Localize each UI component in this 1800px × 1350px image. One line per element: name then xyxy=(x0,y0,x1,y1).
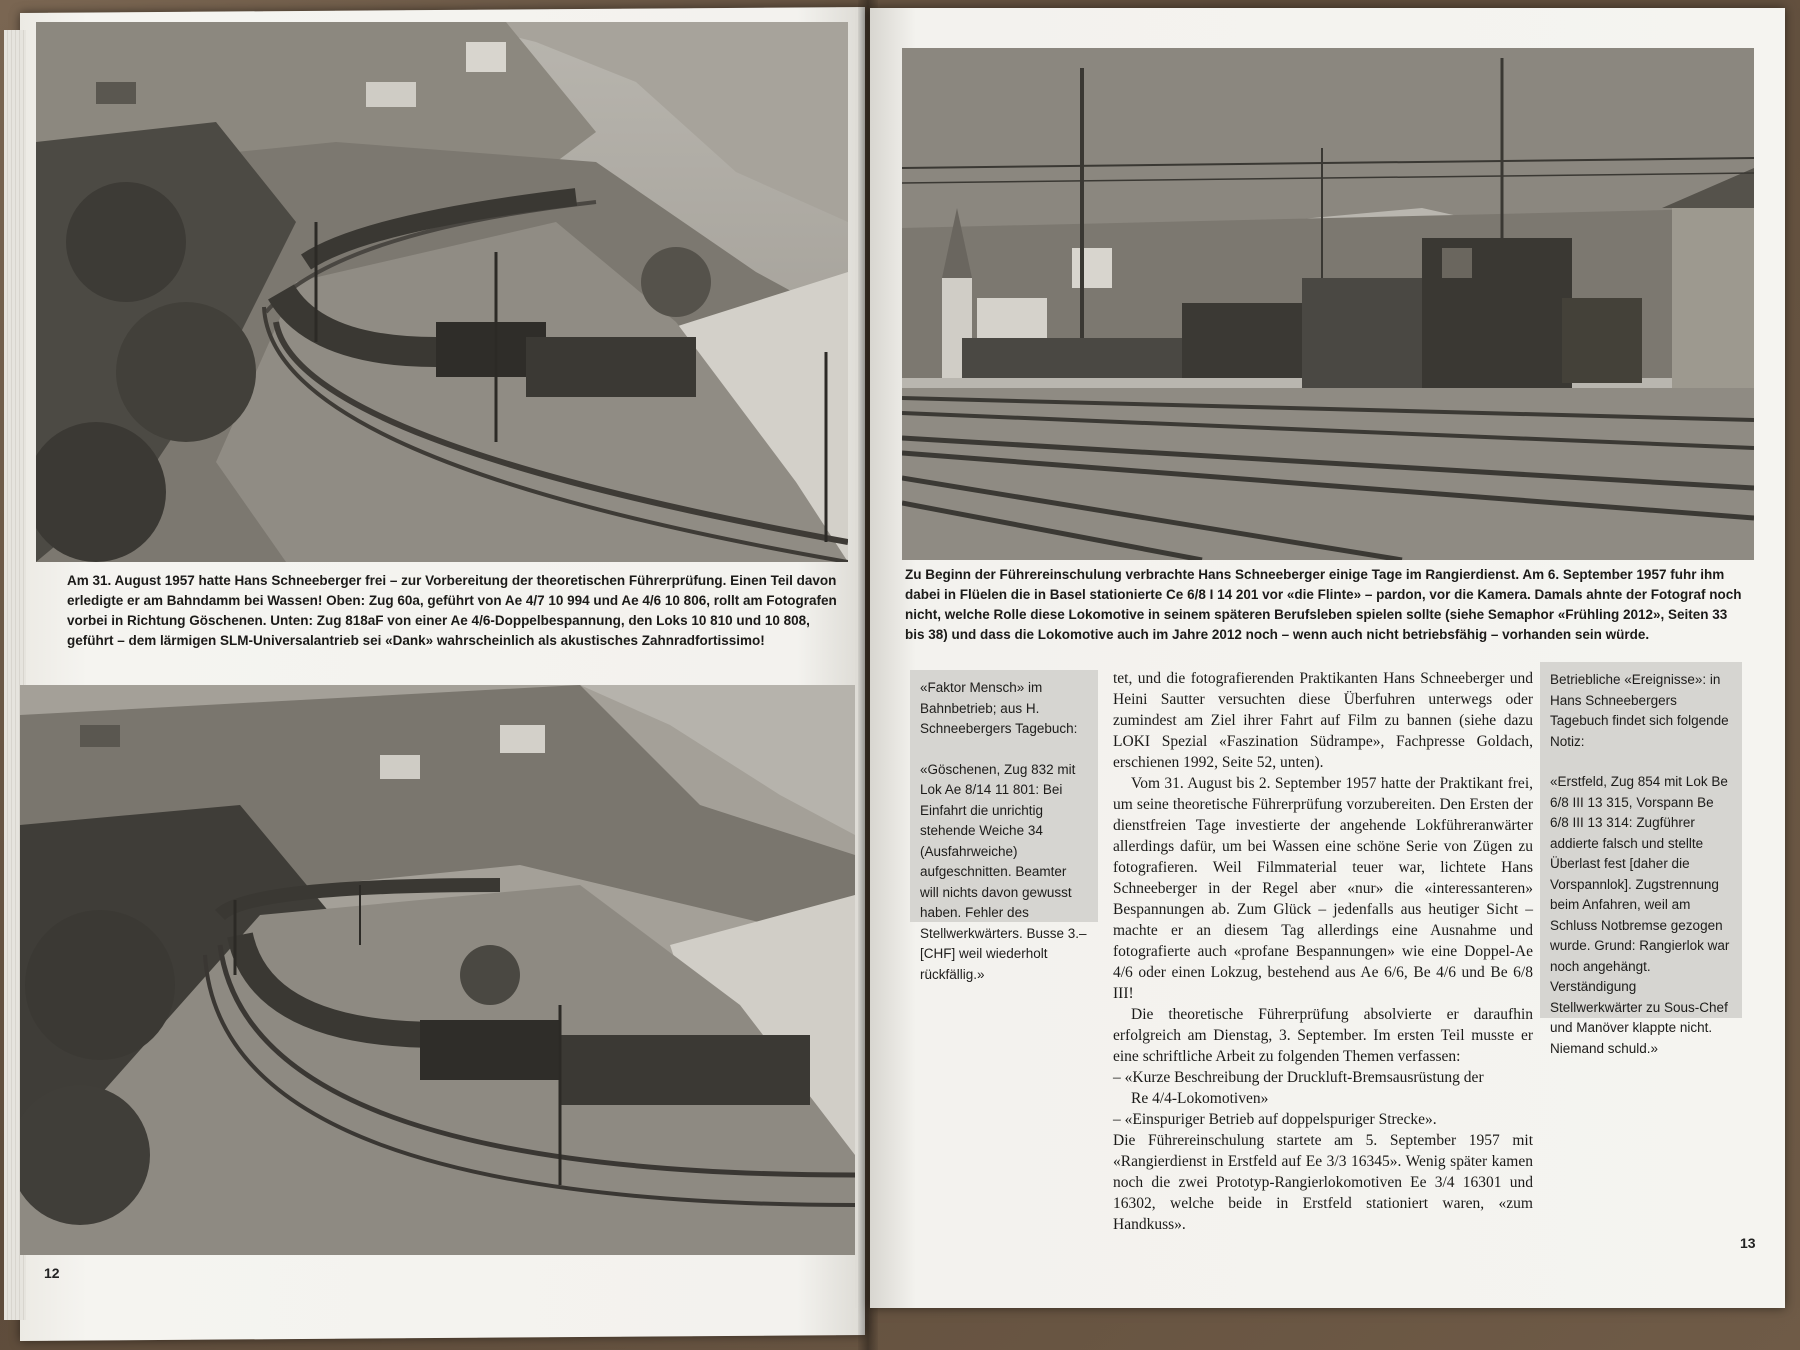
body-paragraph-3: Die theoretische Führerprüfung absolvierte er daraufhin erfolgreich am Dienstag, 3. September. Im ersten Teil musste er eine schriftliche Arbeit zu folgenden Themen verfassen: xyxy=(1113,1006,1533,1065)
page-number-left: 12 xyxy=(44,1265,60,1281)
page-number-right: 13 xyxy=(1740,1235,1756,1251)
body-list-item-1-cont: Re 4/4-Lokomotiven» xyxy=(1131,1090,1269,1107)
sidebar-left-quote: «Göschenen, Zug 832 mit Lok Ae 8/14 11 801: Bei Einfahrt die unrichtig stehende Weiche 34 (Ausfahrweiche) aufgeschnitten. Beamter will nichts davon gewusst haben. Fehler des Stellwerkwärters. Busse 3.– [CHF] weil wiederholt rückfällig.» xyxy=(920,761,1087,982)
sidebar-left-heading: «Faktor Mensch» im Bahnbetrieb; aus H. Schneebergers Tagebuch: xyxy=(920,680,1078,736)
photo-ce68-flueelen xyxy=(902,48,1754,560)
article-body xyxy=(1113,668,1533,1235)
left-caption: Am 31. August 1957 hatte Hans Schneeberger frei – zur Vorbereitung der theoretischen Führerprüfung. Einen Teil davon erledigte er am Bahndamm bei Wassen! Oben: Zug 60a, geführt von Ae 4/7 10 994 und Ae 4/6 10 806, rollt am Fotografen vorbei in Richtung Göschenen. Unten: Zug 818aF von einer Ae 4/6-Doppelbespannung, den Loks 10 810 und 10 808, geführt – dem lärmigen SLM-Universalantrieb sei «Dank» wahrscheinlich als akustisches Zahnradfortissimo! xyxy=(67,573,837,648)
body-list-item-2: – «Einspuriger Betrieb auf doppelspuriger Strecke». xyxy=(1113,1111,1437,1128)
sidebar-betriebliche-ereignisse xyxy=(1540,662,1742,1056)
photo-train-curve-wassen-bottom xyxy=(20,685,855,1255)
body-paragraph-1: tet, und die fotografierenden Praktikanten Hans Schneeberger und Heini Sautter versuchten diese Überfuhren unterwegs oder zumindest am Ziel ihrer Fahrt auf Film zu bannen (siehe dazu LOKI Spezial «Faszination Südrampe», Fachpresse Goldach, erschienen 1992, Seite 52, unten). xyxy=(1113,670,1533,771)
sidebar-faktor-mensch xyxy=(910,670,1098,982)
right-caption: Zu Beginn der Führereinschulung verbrachte Hans Schneeberger einige Tage im Rangierdienst. Am 6. September 1957 fuhr ihm dabei in Flüelen die in Basel stationierte Ce 6/8 I 14 201 vor «die Flinte» – pardon, vor die Kamera. Damals ahnte der Fotograf noch nicht, welche Rolle diese Lokomotive in seinem späteren Berufsleben spielen sollte (siehe Semaphor «Frühling 2012», Seiten 33 bis 38) und dass die Lokomotive auch im Jahre 2012 noch – wenn auch nicht betriebsfähig – vorhanden sein würde. xyxy=(905,567,1742,642)
body-paragraph-2: Vom 31. August bis 2. September 1957 hatte der Praktikant frei, um seine theoretische Führerprüfung vorzubereiten. Den Ersten der dienstfreien Tage investierte der angehende Lokführeranwärter allerdings dafür, um bei Wassen eine schöne Serie von Zügen zu fotografieren. Weil Filmmaterial teuer war, lichtete Hans Schneeberger in der Regel aber «nur» die «interessanteren» Bespannungen ab. Zum Glück – jedenfalls aus heutiger Sicht – machte er an diesem Tag allerdings eine Ausnahme und fotografierte auch «profane Bespannungen» wie eine Doppel-Ae 4/6 oder einen Lokzug, bestehend aus Ae 6/6, Be 4/6 und Be 6/8 III! xyxy=(1113,775,1533,1002)
body-list-item-1: – «Kurze Beschreibung der Druckluft-Bremsausrüstung der xyxy=(1113,1069,1484,1086)
sidebar-right-heading: Betriebliche «Ereignisse»: in Hans Schneebergers Tagebuch findet sich folgende Notiz: xyxy=(1550,672,1729,749)
photo-train-curve-wassen-top xyxy=(36,22,848,562)
body-paragraph-4: Die Führereinschulung startete am 5. September 1957 mit «Rangierdienst in Erstfeld auf Ee 3/3 16345». Wenig später kamen noch die zwei Prototyp-Rangierlokomotiven Ee 3/4 16301 und 16302, welche beide in Erstfeld stationiert waren, «zum Handkuss». xyxy=(1113,1132,1533,1233)
sidebar-right-quote: «Erstfeld, Zug 854 mit Lok Be 6/8 III 13 315, Vorspann Be 6/8 III 13 314: Zugführer addierte falsch und stellte Überlast fest [daher die Vorspannlok]. Zugstrennung beim Anfahren, weil am Schluss Notbremse gezogen wurde. Grund: Rangierlok war noch angehängt. Verständigung Stellwerkwärter zu Sous-Chef und Manöver klappte nicht. Niemand schuld.» xyxy=(1550,774,1730,1056)
